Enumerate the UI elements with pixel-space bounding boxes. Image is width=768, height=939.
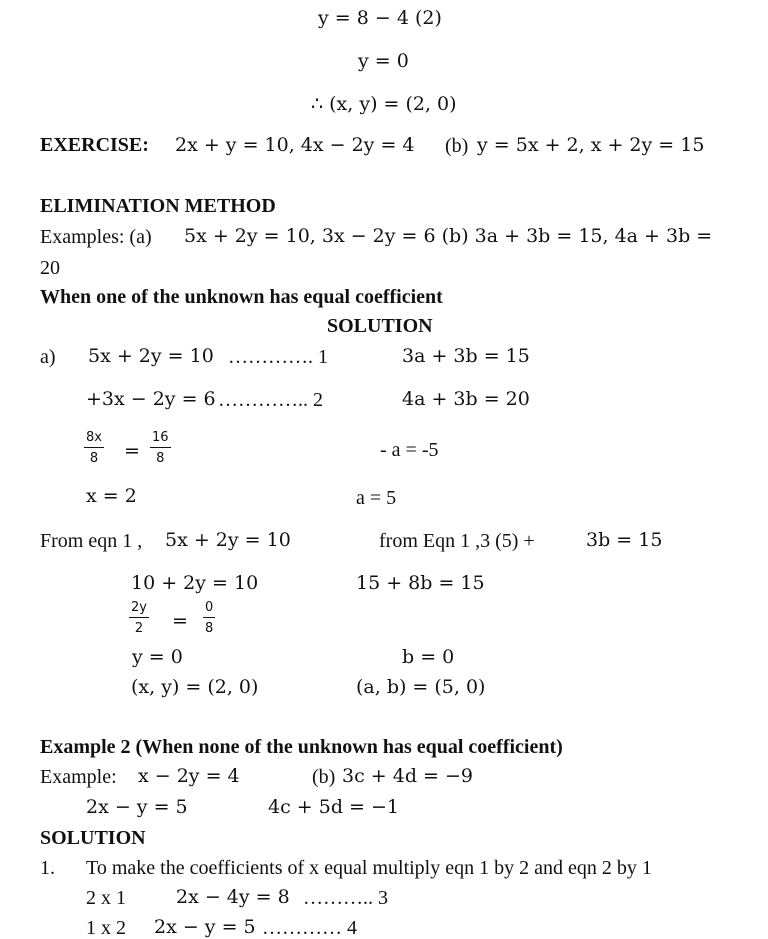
examples-eq: 5x + 2y = 10, 3x − 2y = 6 (b) 3a + 3b = 15, 4a + 3b = (184, 225, 713, 247)
a-eq1: 5x + 2y = 10 (88, 345, 214, 367)
a-eq1-dots: …………. 1 (228, 346, 328, 368)
multiplied-eq-1-dots: ……….. 3 (303, 887, 388, 909)
fraction-numerator: 16 (150, 431, 171, 448)
b-eq1: 3a + 3b = 15 (402, 345, 530, 367)
exercise-eq-a: 2x + y = 10, 4x − 2y = 4 (175, 134, 415, 156)
b-result: b = 0 (402, 646, 455, 668)
example2-solution-heading: SOLUTION (40, 827, 146, 849)
multiplied-eq-1: 2x − 4y = 8 (176, 886, 290, 908)
from-eqn-a-text: From eqn 1 , (40, 530, 143, 552)
a-eq2-dots: ………….. 2 (218, 389, 323, 411)
example2-heading: Example 2 (When none of the unknown has equal coefficient) (40, 736, 563, 758)
exercise-part-b: (b) (445, 135, 469, 157)
example2-eq-b2: 4c + 5d = −1 (268, 796, 399, 818)
fraction-2y-over-2 (129, 601, 149, 635)
top-line-3: ∴ (x, y) = (2, 0) (311, 93, 457, 115)
a-eq2: +3x − 2y = 6 (86, 388, 216, 410)
from-eqn-a-eq: 5x + 2y = 10 (165, 529, 291, 551)
multiplier-2: 1 x 2 (86, 917, 126, 939)
from-eqn-b-text: from Eqn 1 ,3 (5) + (379, 530, 535, 552)
substitution-b: 15 + 8b = 15 (356, 572, 485, 594)
example2-eq2: 2x − y = 5 (86, 796, 188, 818)
fraction-denominator: 8 (205, 621, 214, 636)
top-line-1: y = 8 − 4 (2) (318, 7, 442, 29)
ab-pair: (a, b) = (5, 0) (356, 676, 486, 698)
top-line-2: y = 0 (358, 50, 409, 72)
example2-label: Example: (40, 766, 117, 788)
multiplied-eq-2: 2x − y = 5 (154, 916, 256, 938)
a-result: a = 5 (356, 487, 397, 509)
fraction-denominator: 8 (89, 451, 99, 466)
b-eq2: 4a + 3b = 20 (402, 388, 530, 410)
fraction-0-over-8 (203, 601, 215, 635)
substitution-a: 10 + 2y = 10 (131, 572, 259, 594)
b-subtraction: - a = -5 (380, 439, 439, 461)
multiplier-1: 2 x 1 (86, 887, 126, 909)
fraction-numerator: 0 (203, 601, 215, 618)
fraction-denominator: 8 (156, 451, 165, 466)
xy-pair: (x, y) = (2, 0) (131, 676, 259, 698)
fraction-numerator: 2y (129, 601, 149, 618)
equals-sign: = (172, 610, 188, 632)
example2-eq-b1: 3c + 4d = −9 (342, 765, 473, 787)
fraction-8x-over-8 (84, 431, 104, 465)
fraction-numerator: 8x (84, 431, 104, 448)
part-a-label: a) (40, 346, 56, 368)
section-heading: ELIMINATION METHOD (40, 195, 276, 217)
fraction-16-over-8 (150, 431, 171, 465)
exercise-eq-b: y = 5x + 2, x + 2y = 15 (477, 134, 705, 156)
y-result: y = 0 (132, 646, 183, 668)
equals-sign: = (124, 440, 140, 462)
from-eqn-b-eq: 3b = 15 (586, 529, 663, 551)
examples-label: Examples: (a) (40, 226, 152, 248)
x-result: x = 2 (86, 485, 137, 507)
example2-eq1: x − 2y = 4 (138, 765, 240, 787)
step-number: 1. (40, 857, 55, 879)
subheading: When one of the unknown has equal coefficient (40, 286, 443, 308)
examples-continuation: 20 (40, 257, 60, 279)
fraction-denominator: 2 (134, 621, 144, 636)
solution-heading: SOLUTION (327, 315, 433, 337)
step-text: To make the coefficients of x equal multiply eqn 1 by 2 and eqn 2 by 1 (86, 857, 652, 879)
example2-part-b: (b) (312, 766, 336, 788)
exercise-label: EXERCISE: (40, 134, 149, 156)
multiplied-eq-2-dots: ………… 4 (262, 917, 357, 939)
